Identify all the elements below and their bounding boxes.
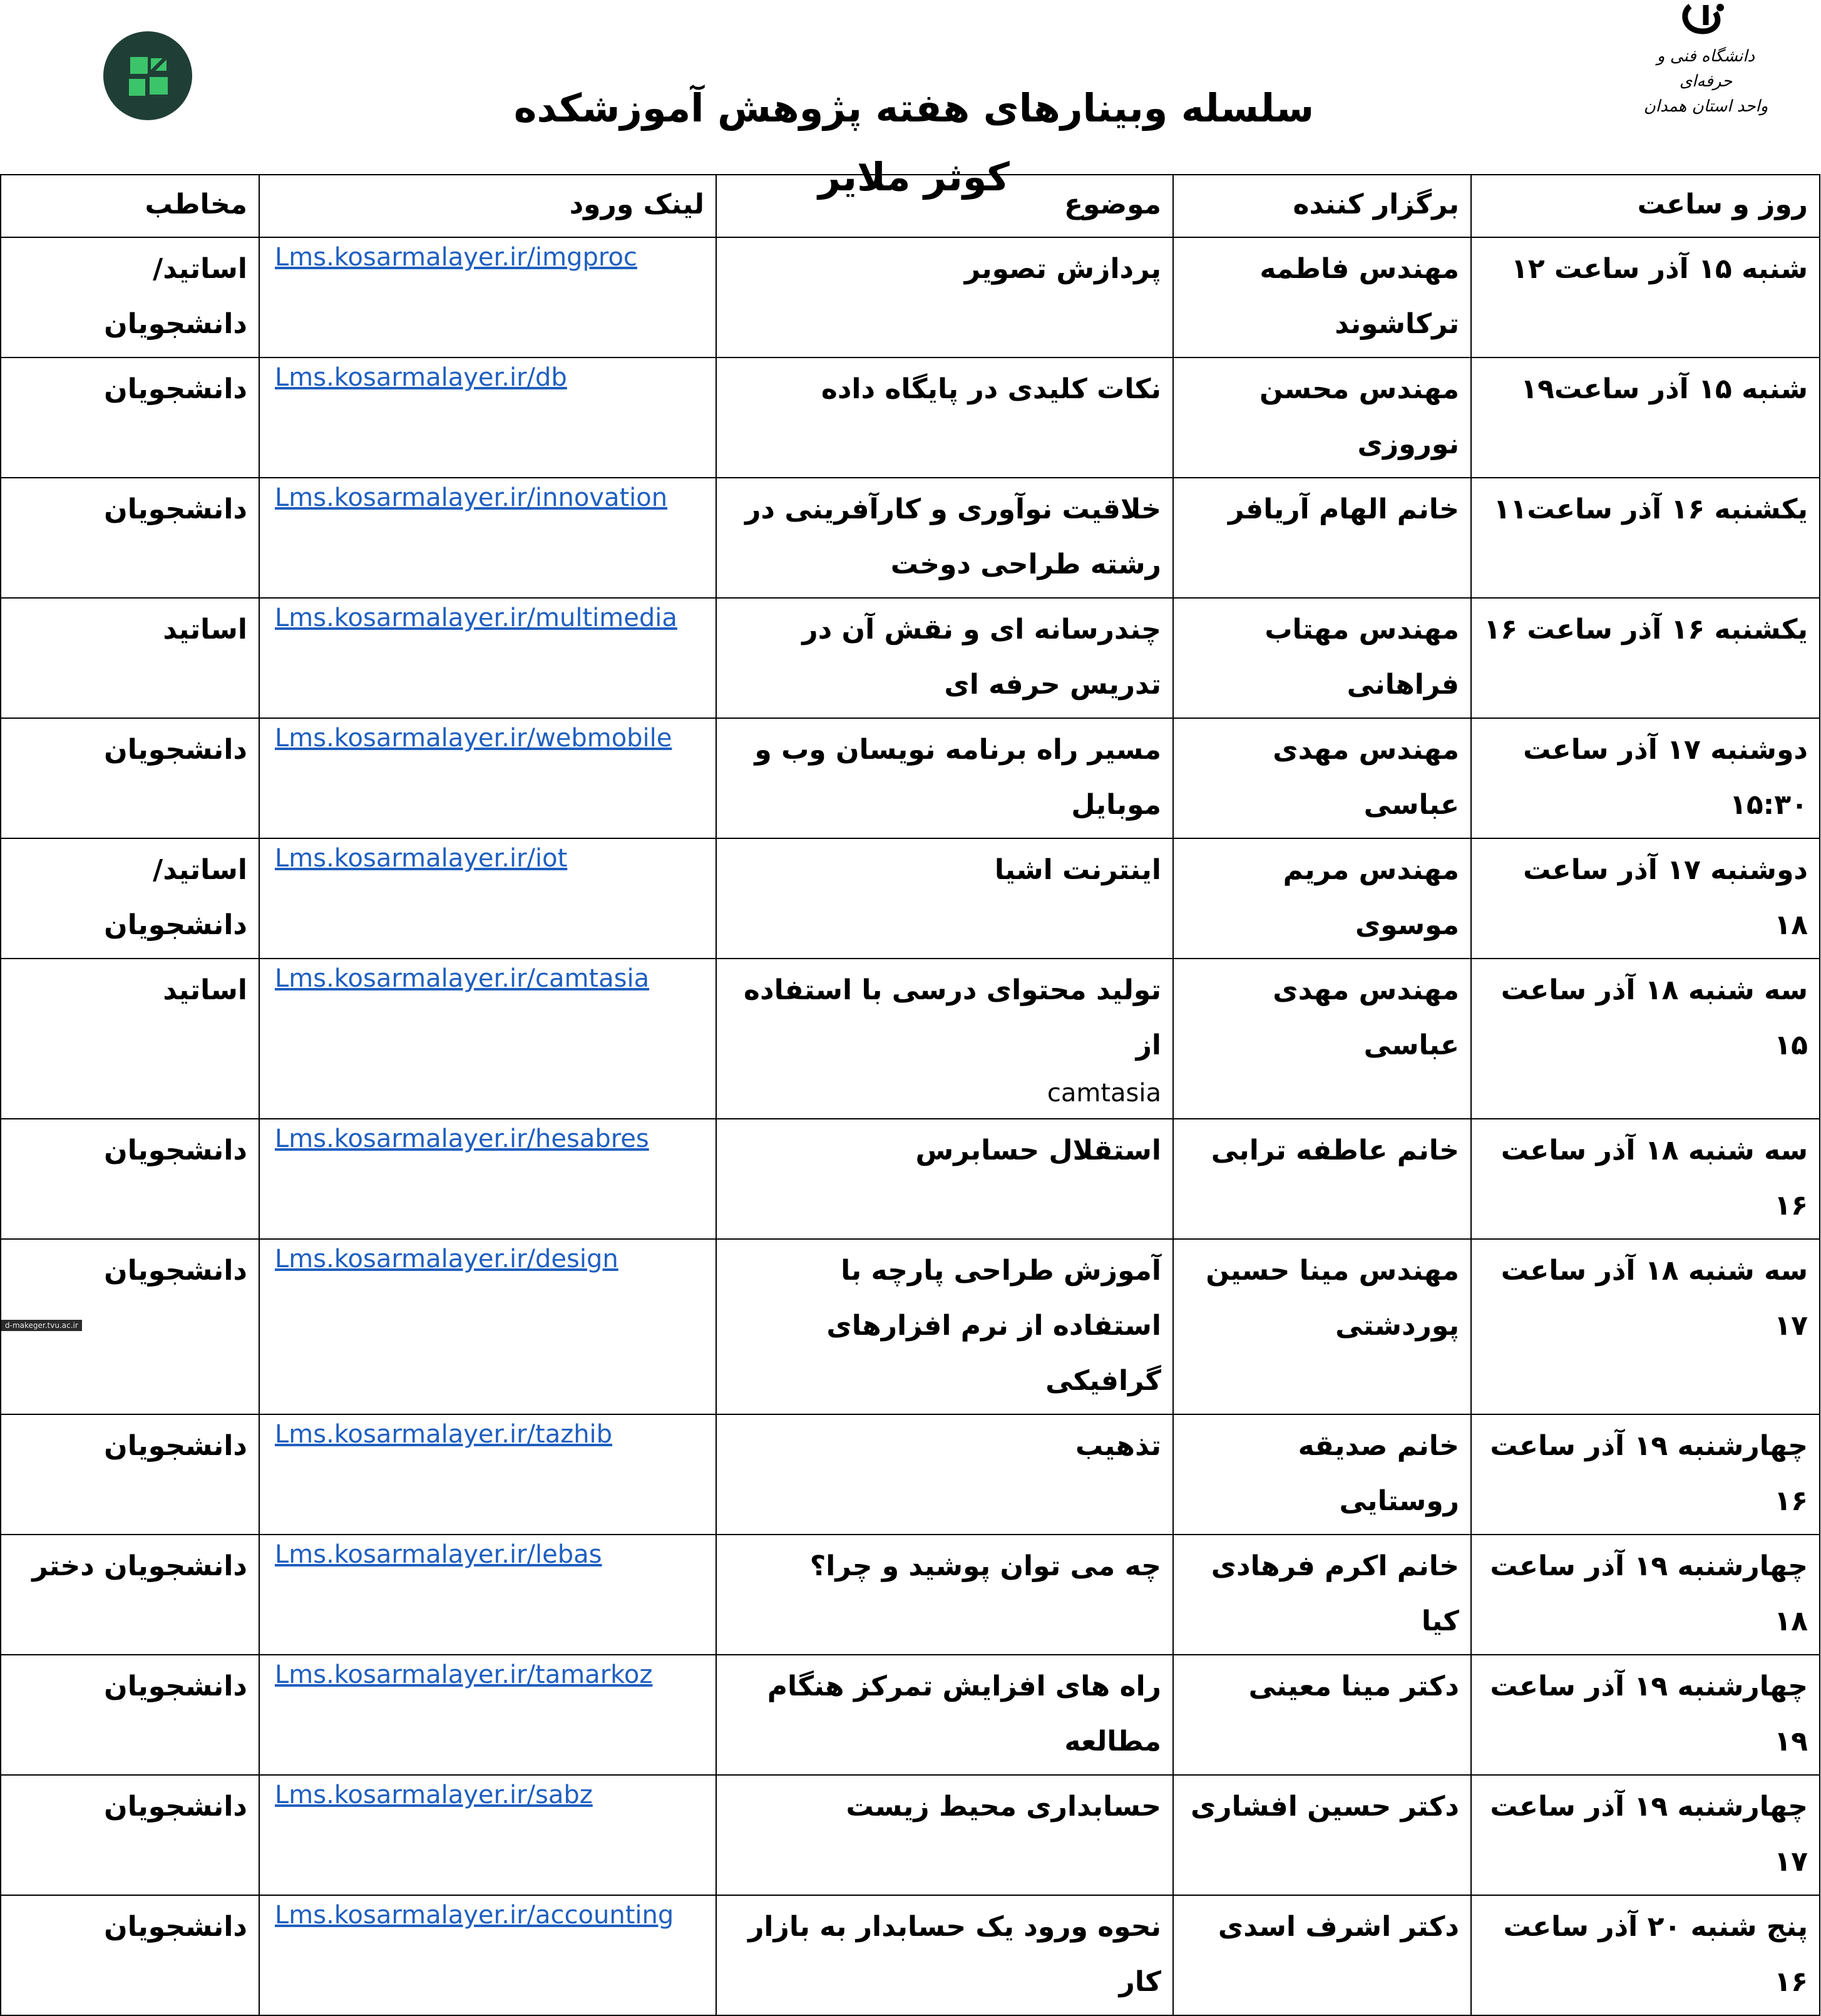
cell-organizer: خانم عاطفه ترابی [1173,1119,1471,1239]
cell-audience: اساتید [1,959,259,1119]
cell-link[interactable] [259,838,716,959]
cell-organizer: مهندس مریم موسوی [1173,838,1471,959]
cell-link[interactable] [259,1775,716,1895]
cell-organizer: خانم صدیقه روستایی [1173,1414,1471,1535]
column-header-audience: مخاطب [1,175,259,237]
cell-topic [716,718,1173,838]
webinar-link[interactable]: Lms.kosarmalayer.ir/multimedia [275,604,677,632]
cell-topic [716,1775,1173,1895]
cell-audience: دانشجویان [1,1239,259,1414]
table-row [1,1895,1820,2015]
table-row [1,959,1820,1119]
column-header-datetime: روز و ساعت [1471,175,1820,237]
topic-text: نکات کلیدی در پایگاه داده [821,373,1161,405]
cell-link[interactable] [259,237,716,357]
cell-organizer: دکتر مینا معینی [1173,1655,1471,1775]
cell-link[interactable] [259,1414,716,1535]
table-row [1,1535,1820,1655]
topic-text: مسیر راه برنامه نویسان وب و موبایل [754,734,1161,821]
cell-datetime: سه شنبه ۱۸ آذر ساعت ۱۷ [1471,1239,1820,1414]
university-name: دانشگاه فنی و حرفه‌ای [1656,47,1755,91]
cell-organizer: دکتر حسین افشاری [1173,1775,1471,1895]
topic-text: استقلال حسابرس [915,1134,1161,1166]
university-branch: واحد استان همدان [1643,97,1768,116]
cell-organizer: مهندس مهتاب فراهانی [1173,598,1471,718]
cell-link[interactable] [259,1535,716,1655]
cell-topic [716,959,1173,1119]
cell-organizer: خانم اکرم فرهادی کیا [1173,1535,1471,1655]
table-row [1,1655,1820,1775]
topic-text: خلاقیت نوآوری و کارآفرینی در رشته طراحی دوخت [745,493,1161,580]
topic-text: چندرسانه ای و نقش آن در تدریس حرفه ای [802,614,1161,701]
webinar-link[interactable]: Lms.kosarmalayer.ir/design [275,1245,618,1273]
cell-audience: اساتید [1,598,259,718]
cell-datetime: یکشنبه ۱۶ آذر ساعت ۱۶ [1471,598,1820,718]
webinar-link[interactable]: Lms.kosarmalayer.ir/tazhib [275,1420,613,1449]
table-row [1,478,1820,598]
cell-datetime: چهارشنبه ۱۹ آذر ساعت ۱۸ [1471,1535,1820,1655]
cell-link[interactable] [259,718,716,838]
cell-datetime: دوشنبه ۱۷ آذر ساعت ۱۵:۳۰ [1471,718,1820,838]
cell-link[interactable] [259,959,716,1119]
column-header-topic: موضوع [716,175,1173,237]
logo-mark-icon [116,44,179,107]
table-header-row [1,175,1820,237]
cell-audience: دانشجویان [1,478,259,598]
cell-organizer: دکتر اشرف اسدی [1173,1895,1471,2015]
cell-link[interactable] [259,1239,716,1414]
table-row [1,1775,1820,1895]
webinar-link[interactable]: Lms.kosarmalayer.ir/accounting [275,1901,674,1930]
webinar-link[interactable]: Lms.kosarmalayer.ir/sabz [275,1781,593,1809]
topic-text: تذهیب [1075,1430,1161,1462]
topic-text: آموزش طراحی پارچه با استفاده از نرم افزارهای گرافیکی [826,1255,1161,1397]
webinar-link[interactable]: Lms.kosarmalayer.ir/tamarkoz [275,1660,653,1689]
cell-link[interactable] [259,598,716,718]
cell-topic [716,1535,1173,1655]
column-header-organizer: برگزار کننده [1173,175,1471,237]
cell-topic [716,357,1173,478]
cell-audience: اساتید/ دانشجویان [1,838,259,959]
cell-audience: دانشجویان [1,1414,259,1535]
cell-topic [716,1119,1173,1239]
cell-audience: دانشجویان [1,1775,259,1895]
cell-audience: دانشجویان [1,1119,259,1239]
institute-logo [103,31,192,120]
topic-extra-text: camtasia [1047,1079,1161,1108]
topic-text: چه می توان پوشید و چرا؟ [809,1550,1161,1582]
cell-audience: دانشجویان [1,718,259,838]
cell-datetime: چهارشنبه ۱۹ آذر ساعت ۱۹ [1471,1655,1820,1775]
cell-organizer: مهندس محسن نوروزی [1173,357,1471,478]
cell-topic [716,237,1173,357]
topic-text: حسابداری محیط زیست [846,1791,1161,1823]
webinar-link[interactable]: Lms.kosarmalayer.ir/db [275,363,567,392]
cell-organizer: خانم الهام آریافر [1173,478,1471,598]
footer-watermark: d-makeger.tvu.ac.ir [1,1320,82,1331]
table-row [1,237,1820,357]
webinar-schedule-table [0,174,1820,2016]
webinar-link[interactable]: Lms.kosarmalayer.ir/innovation [275,483,668,512]
webinar-link[interactable]: Lms.kosarmalayer.ir/webmobile [275,724,672,753]
webinar-link[interactable]: Lms.kosarmalayer.ir/camtasia [275,964,650,993]
university-emblem-icon [1678,0,1734,44]
cell-audience: دانشجویان [1,357,259,478]
cell-audience: دانشجویان [1,1655,259,1775]
cell-topic [716,598,1173,718]
cell-link[interactable] [259,357,716,478]
cell-topic [716,1655,1173,1775]
webinar-link[interactable]: Lms.kosarmalayer.ir/hesabres [275,1124,649,1153]
cell-topic [716,838,1173,959]
cell-datetime: سه شنبه ۱۸ آذر ساعت ۱۶ [1471,1119,1820,1239]
cell-organizer: مهندس مینا حسین پوردشتی [1173,1239,1471,1414]
cell-datetime: پنج شنبه ۲۰ آذر ساعت ۱۶ [1471,1895,1820,2015]
topic-text: راه های افزایش تمرکز هنگام مطالعه [767,1670,1161,1757]
table-row [1,1119,1820,1239]
cell-topic [716,478,1173,598]
cell-link[interactable] [259,1655,716,1775]
cell-topic [716,1895,1173,2015]
cell-datetime: یکشنبه ۱۶ آذر ساعت۱۱ [1471,478,1820,598]
topic-text: پردازش تصویر [964,253,1161,285]
cell-audience: اساتید/ دانشجویان [1,237,259,357]
webinar-link[interactable]: Lms.kosarmalayer.ir/iot [275,844,568,873]
topic-text: تولید محتوای درسی با استفاده از [744,974,1161,1061]
topic-text: نحوه ورود یک حسابدار به بازار کار [748,1911,1161,1998]
topic-text: اینترنت اشیا [994,854,1161,886]
table-row [1,1239,1820,1414]
cell-audience: دانشجویان [1,1895,259,2015]
cell-datetime: سه شنبه ۱۸ آذر ساعت ۱۵ [1471,959,1820,1119]
cell-datetime: شنبه ۱۵ آذر ساعت۱۹ [1471,357,1820,478]
cell-topic [716,1239,1173,1414]
page-title: سلسله وبینارهای هفته پژوهش آموزشکده کوثر ملایر [513,85,1315,200]
cell-organizer: مهندس مهدی عباسی [1173,718,1471,838]
cell-link[interactable] [259,1895,716,2015]
webinar-link[interactable]: Lms.kosarmalayer.ir/lebas [275,1540,602,1569]
table-row [1,838,1820,959]
cell-link[interactable] [259,478,716,598]
webinar-link[interactable]: Lms.kosarmalayer.ir/imgproc [275,243,637,272]
cell-topic [716,1414,1173,1535]
cell-datetime: دوشنبه ۱۷ آذر ساعت ۱۸ [1471,838,1820,959]
table-row [1,357,1820,478]
table-row [1,718,1820,838]
cell-datetime: چهارشنبه ۱۹ آذر ساعت ۱۷ [1471,1775,1820,1895]
column-header-link: لینک ورود [259,175,716,237]
table-row [1,1414,1820,1535]
cell-organizer: مهندس فاطمه ترکاشوند [1173,237,1471,357]
cell-datetime: شنبه ۱۵ آذر ساعت ۱۲ [1471,237,1820,357]
cell-organizer: مهندس مهدی عباسی [1173,959,1471,1119]
cell-link[interactable] [259,1119,716,1239]
university-logo [1643,0,1768,125]
table-row [1,598,1820,718]
cell-audience: دانشجویان دختر [1,1535,259,1655]
cell-datetime: چهارشنبه ۱۹ آذر ساعت ۱۶ [1471,1414,1820,1535]
